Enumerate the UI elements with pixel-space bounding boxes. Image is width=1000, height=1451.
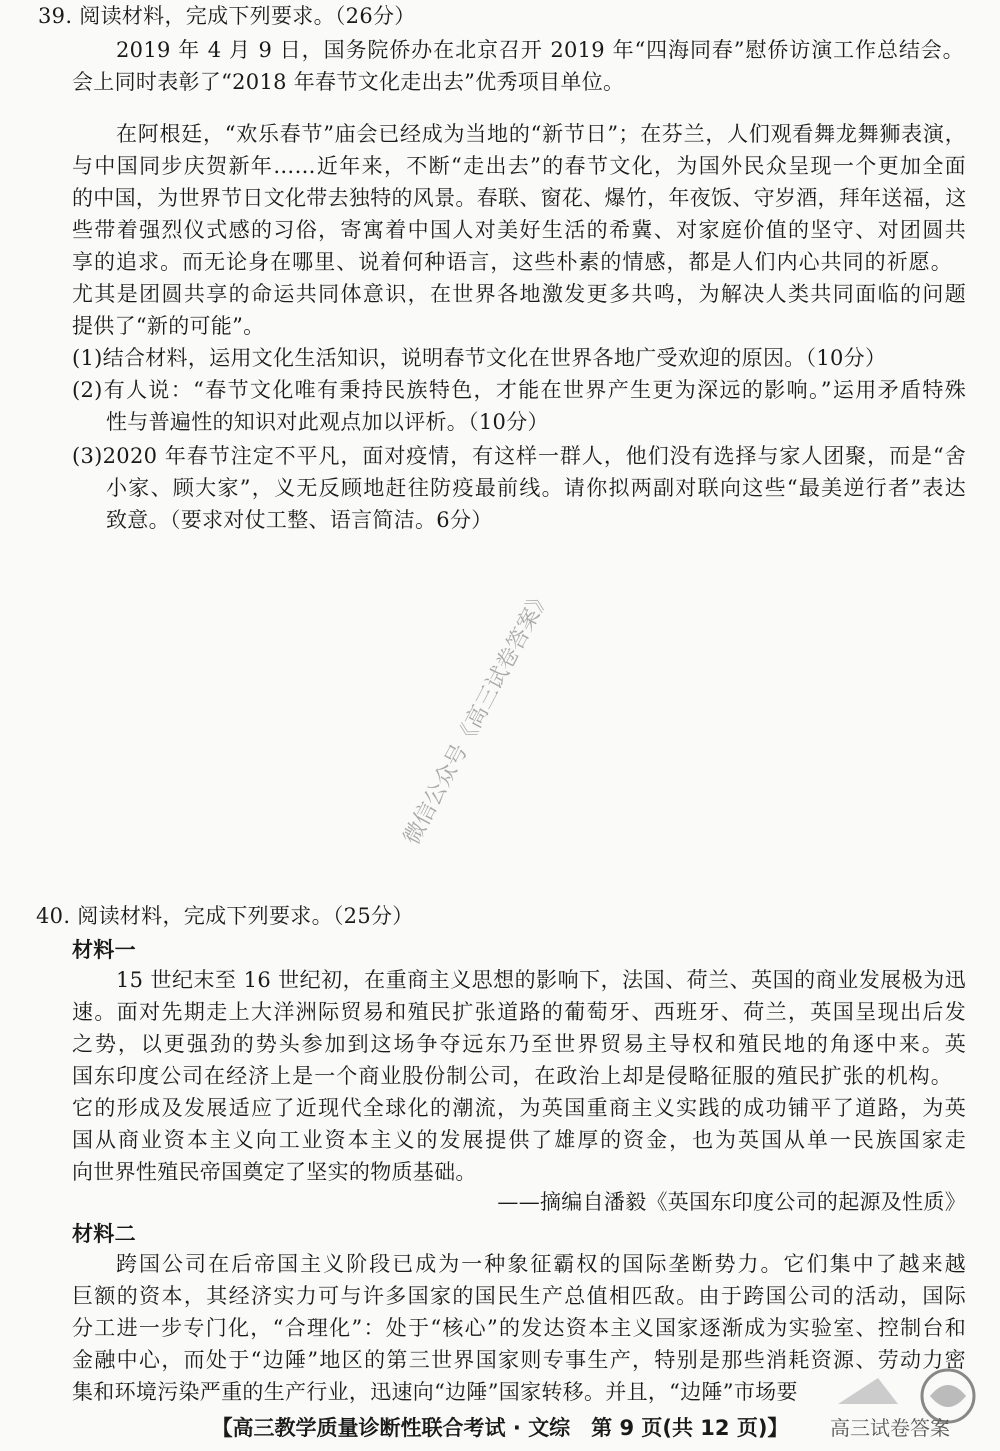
material2-line: 金融中心，而处于“边陲”地区的第三世界国家则专事生产，特别是那些消耗资源、劳动力密	[72, 1348, 966, 1372]
q39-item2-line: (2)有人说：“春节文化唯有秉持民族特色，才能在世界产生更为深远的影响。”运用矛盾特殊	[72, 378, 966, 402]
q39-paragraph2-line: 的中国，为世界节日文化带去独特的风景。春联、窗花、爆竹，年夜饭、守岁酒，拜年送福，这	[72, 186, 967, 210]
q39-paragraph2-line: 与中国同步庆贺新年……近年来，不断“走出去”的春节文化，为国外民众呈现一个更加全面	[72, 154, 966, 178]
q39-paragraph2-line: 享的追求。而无论身在哪里、说着何种语言，这些朴素的情感，都是人们内心共同的祈愿。	[72, 250, 952, 274]
material1-line: 之势，以更强劲的势头参加到这场争夺远东乃至世界贸易主导权和殖民地的角逐中来。英	[72, 1032, 966, 1056]
q39-paragraph2-line: 尤其是团圆共享的命运共同体意识，在世界各地激发更多共鸣，为解决人类共同面临的问题	[72, 282, 966, 306]
material1-label: 材料一	[72, 938, 136, 962]
q39-item1: (1)结合材料，运用文化生活知识，说明春节文化在世界各地广受欢迎的原因。（10分）	[72, 346, 887, 370]
material1-line: 它的形成及发展适应了近现代全球化的潮流，为英国重商主义实践的成功铺平了道路，为英	[72, 1096, 966, 1120]
q39-paragraph2-line: 提供了“新的可能”。	[72, 314, 265, 338]
logo-text: 高三试卷答案	[830, 1416, 950, 1440]
material2-label: 材料二	[72, 1222, 136, 1246]
q39-item3-line: 小家、顾大家”，义无反顾地赶往防疫最前线。请你拟两副对联向这些“最美逆行者”表达	[106, 476, 966, 500]
material1-line: 国从商业资本主义向工业资本主义的发展提供了雄厚的资金，也为英国从单一民族国家走	[72, 1128, 966, 1152]
material1-line: 15 世纪末至 16 世纪初，在重商主义思想的影响下，法国、荷兰、英国的商业发展极为迅	[116, 968, 966, 992]
q40-title: 40. 阅读材料，完成下列要求。（25分）	[36, 904, 414, 928]
q39-title: 39. 阅读材料，完成下列要求。（26分）	[38, 4, 416, 28]
q39-item2-line: 性与普遍性的知识对此观点加以评析。（10分）	[106, 410, 549, 434]
material1-line: 速。面对先期走上大洋洲际贸易和殖民扩张道路的葡萄牙、西班牙、荷兰，英国呈现出后发	[72, 1000, 966, 1024]
material1-line: 向世界性殖民帝国奠定了坚实的物质基础。	[72, 1160, 477, 1184]
material2-line: 巨额的资本，其经济实力可与许多国家的国民生产总值相匹敌。由于跨国公司的活动，国际	[72, 1284, 966, 1308]
q39-item3-line: (3)2020 年春节注定不平凡，面对疫情，有这样一群人，他们没有选择与家人团聚，而是“舍	[72, 444, 966, 468]
material2-line: 跨国公司在后帝国主义阶段已成为一种象征霸权的国际垄断势力。它们集中了越来越	[116, 1252, 966, 1276]
page-footer: 【高三教学质量诊断性联合考试 · 文综 第 9 页(共 12 页)】	[211, 1416, 789, 1440]
q39-paragraph2-line: 些带着强烈仪式感的习俗，寄寓着中国人对美好生活的希冀、对家庭价值的坚守、对团圆共	[72, 218, 966, 242]
material1-source: ——摘编自潘毅《英国东印度公司的起源及性质》	[497, 1190, 966, 1214]
q39-paragraph2-line: 在阿根廷，“欢乐春节”庙会已经成为当地的“新节日”；在芬兰，人们观看舞龙舞狮表演，	[116, 122, 966, 146]
q39-item3-line: 致意。（要求对仗工整、语言简洁。6分）	[106, 508, 493, 532]
q39-paragraph1-line: 会上同时表彰了“2018 年春节文化走出去”优秀项目单位。	[72, 70, 625, 94]
material2-line: 集和环境污染严重的生产行业，迅速向“边陲”国家转移。并且，“边陲”市场要	[72, 1380, 798, 1404]
material1-line: 国东印度公司在经济上是一个商业股份制公司，在政治上却是侵略征服的殖民扩张的机构。	[72, 1064, 952, 1088]
q39-paragraph1-line: 2019 年 4 月 9 日，国务院侨办在北京召开 2019 年“四海同春”慰侨访演工作总结会。	[116, 38, 964, 62]
material2-line: 分工进一步专门化，“合理化”：处于“核心”的发达资本主义国家逐渐成为实验室、控制台和	[72, 1316, 966, 1340]
watermark: 微信公众号《高三试卷答案》	[399, 584, 556, 850]
